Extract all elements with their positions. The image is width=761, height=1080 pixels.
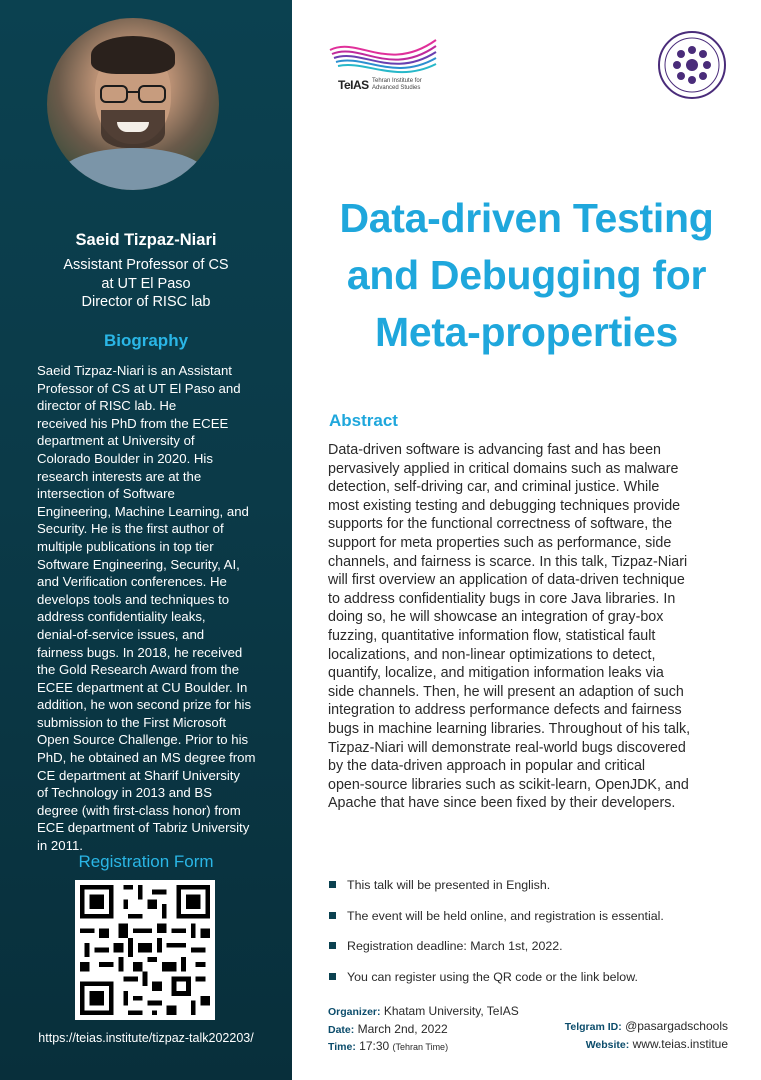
- speaker-role-line: at UT El Paso: [101, 276, 191, 292]
- abstract-line: bugs in machine learning libraries. Throughout of his talk,: [328, 720, 691, 737]
- time-zone: (Tehran Time): [392, 1042, 449, 1052]
- abstract-line: to address confidentiality bugs in core Java libraries. In: [328, 590, 676, 607]
- list-item: Registration deadline: March 1st, 2022.: [329, 937, 749, 968]
- biography-line: department at University of: [37, 433, 195, 449]
- glasses-icon: [99, 84, 167, 104]
- website-link[interactable]: www.teias.institue: [632, 1036, 728, 1051]
- contact-details: [565, 1018, 728, 1053]
- abstract-line: localizations, and non-linear optimizations to detect,: [328, 646, 656, 663]
- khatam-university-seal-icon: [657, 30, 727, 100]
- bullet-square-icon: [329, 942, 336, 949]
- talk-title-line: Meta-properties: [374, 309, 679, 355]
- bullet-square-icon: [329, 912, 336, 919]
- organizer-row: Organizer: Khatam University, TeIAS: [328, 1004, 519, 1018]
- speaker-photo: [47, 18, 219, 190]
- event-details: [328, 1003, 519, 1056]
- speaker-name: Saeid Tizpaz-Niari: [75, 231, 217, 249]
- biography-line: Engineering, Machine Learning, and: [37, 503, 249, 519]
- abstract-line: integration to address performance defects and fairness: [328, 702, 682, 719]
- bullet-square-icon: [329, 973, 336, 980]
- biography-heading: Biography: [103, 331, 189, 350]
- abstract-text: [328, 441, 736, 813]
- biography-line: research interests are at the: [37, 468, 202, 484]
- biography-line: of Technology in 2013 and BS: [37, 785, 212, 801]
- speaker-role-line: Director of RISC lab: [81, 294, 211, 310]
- biography-line: denial-of-service issues, and: [37, 626, 205, 642]
- biography-line: Security. He is the first author of: [37, 521, 224, 537]
- abstract-line: by the data-driven approach in popular and critical: [328, 758, 646, 775]
- abstract-line: support for meta properties such as performance, side: [328, 534, 672, 551]
- biography-line: ECE department of Tabriz University: [37, 820, 250, 836]
- biography-line: Professor of CS at UT El Paso and: [37, 380, 241, 396]
- biography-line: and Verification conferences. He: [37, 574, 227, 590]
- biography-line: PhD, he obtained an MS degree from: [37, 750, 256, 766]
- abstract-line: doing so, he will showcase an integration of gray-box: [328, 609, 664, 626]
- abstract-line: quantify, localize, and mitigation information leaks via: [328, 665, 664, 682]
- event-notes: [329, 876, 749, 998]
- biography-line: intersection of Software: [37, 486, 175, 502]
- website-row: Website: www.teias.institue: [585, 1036, 728, 1051]
- teias-logo-text: TeIAS: [338, 78, 369, 92]
- biography-line: addition, he won second prize for his: [37, 697, 252, 713]
- abstract-line: fuzzing, quantitative information flow, statistical fault: [328, 627, 656, 644]
- biography-line: Open Source Challenge. Prior to his: [37, 732, 249, 748]
- biography-line: degree (with first-class honor) from: [37, 802, 241, 818]
- biography-line: director of RISC lab. He: [37, 398, 177, 414]
- organizer-value: Khatam University, TeIAS: [383, 1004, 519, 1018]
- biography-line: Saeid Tizpaz-Niari is an Assistant: [37, 363, 232, 378]
- biography-line: received his PhD from the ECEE: [37, 415, 229, 431]
- biography-line: submission to the First Microsoft: [37, 714, 227, 730]
- biography-text: [37, 362, 265, 855]
- biography-line: ECEE department at CU Boulder. In: [37, 679, 248, 695]
- talk-title: [292, 190, 761, 361]
- biography-line: address confidentiality leaks,: [37, 609, 206, 625]
- time-row: Time: 17:30 (Tehran Time): [328, 1039, 449, 1053]
- abstract-line: Data-driven software is advancing fast and has been: [328, 442, 661, 458]
- biography-line: CE department at Sharif University: [37, 767, 241, 783]
- abstract-line: will first overview an application of data-driven technique: [328, 572, 685, 589]
- abstract-line: Tizpaz-Niari will demonstrate real-world bugs discovered: [328, 739, 686, 756]
- biography-line: fairness bugs. In 2018, he received: [37, 644, 243, 660]
- teias-logo-subtitle: Tehran Institute for Advanced Studies: [372, 78, 422, 91]
- registration-heading: Registration Form: [78, 852, 214, 871]
- biography-line: develops tools and techniques to: [37, 591, 230, 607]
- abstract-line: open-source libraries such as scikit-learn, OpenJDK, and: [328, 776, 689, 793]
- biography-line: multiple publications in top tier: [37, 538, 214, 554]
- telegram-row: Telgram ID: @pasargadschools: [564, 1019, 728, 1033]
- date-row: Date: March 2nd, 2022: [328, 1021, 448, 1036]
- abstract-line: supports for the functional correctness of software, the: [328, 516, 673, 533]
- time-value: 17:30: [359, 1039, 390, 1053]
- telegram-value[interactable]: @pasargadschools: [625, 1019, 728, 1033]
- biography-line: Software Engineering, Security, AI,: [37, 556, 240, 572]
- list-item: The event will be held online, and registration is essential.: [329, 907, 749, 938]
- speaker-role-line: Assistant Professor of CS: [63, 257, 229, 273]
- biography-line: Colorado Boulder in 2020. His: [37, 450, 213, 466]
- list-item: You can register using the QR code or the link below.: [329, 968, 749, 999]
- biography-line: the Gold Research Award from the: [37, 662, 240, 678]
- abstract-line: most existing testing and debugging techniques provide: [328, 497, 681, 514]
- list-item: This talk will be presented in English.: [329, 876, 749, 907]
- speaker-sidebar: [0, 0, 292, 1080]
- abstract-line: detection, self-driving car, and criminal justice. While: [328, 479, 660, 496]
- talk-title-line: Data-driven Testing: [339, 195, 714, 241]
- abstract-line: channels, and fairness is scarce. In this talk, Tizpaz-Niari: [328, 553, 688, 570]
- biography-line: in 2011.: [37, 838, 83, 854]
- abstract-line: pervasively applied in critical domains such as malware: [328, 460, 679, 477]
- date-value: March 2nd, 2022: [357, 1021, 448, 1036]
- talk-title-line: and Debugging for: [346, 252, 707, 298]
- abstract-line: Apache that have since been fixed by their developers.: [328, 795, 676, 812]
- abstract-line: side channels. Then, he will present an adaption of such: [328, 683, 684, 700]
- abstract-heading: Abstract: [329, 411, 398, 430]
- registration-link[interactable]: https://teias.institute/tizpaz-talk202203/: [38, 1031, 254, 1045]
- qr-code-icon[interactable]: [75, 880, 215, 1020]
- bullet-square-icon: [329, 881, 336, 888]
